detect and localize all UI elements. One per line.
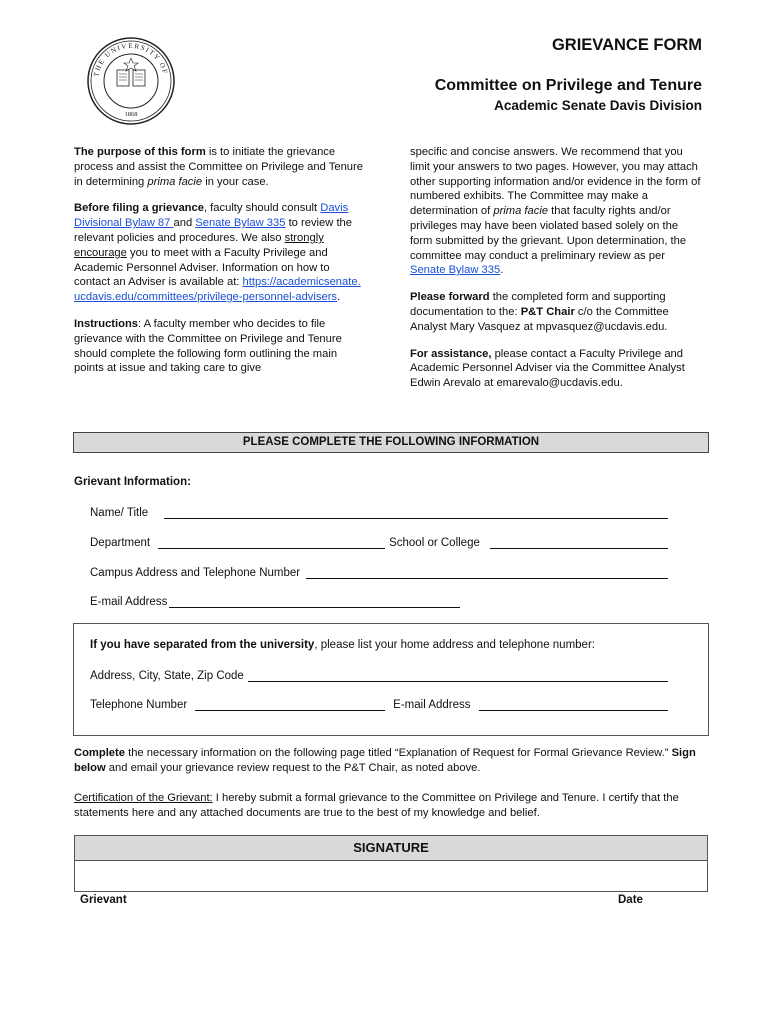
before-filing-paragraph	[74, 201, 366, 305]
committee-name: Committee on Privilege and Tenure	[434, 77, 702, 94]
complete-text: the necessary information on the following page titled “Explanation of Request for Formal Grievance Review.”	[124, 747, 672, 759]
department-label: Department	[90, 537, 151, 549]
separated-bold: If you have separated from the university	[90, 639, 315, 651]
certification-text: I hereby submit a formal grievance to the Committee on Privilege and Tenure. I certify that the statements here and any attached documents are true to the best of my knowledge and belief.	[74, 792, 679, 819]
bylaw-335-link[interactable]: Senate Bylaw 335	[195, 217, 286, 230]
continuation-paragraph	[410, 145, 702, 278]
before-bold: Before filing a grievance	[74, 202, 204, 215]
campus-row	[90, 566, 668, 579]
email-field[interactable]	[169, 595, 460, 608]
department-row	[90, 536, 668, 549]
instructions-bold: Instructions	[74, 317, 139, 330]
purpose-paragraph	[74, 145, 366, 189]
university-seal	[86, 36, 176, 126]
intro-right-column	[410, 145, 702, 403]
purpose-end: in your case.	[202, 175, 269, 188]
purpose-italic: prima facie	[147, 175, 203, 188]
home-address-row	[90, 669, 668, 682]
sign-below-bold: Sign below	[74, 747, 696, 774]
forward-paragraph	[410, 290, 702, 334]
home-email-field[interactable]	[479, 698, 668, 711]
purpose-text: is to initiate the grievance process and assist the Committee on Privilege and Tenure in determining	[74, 146, 363, 188]
instructions-paragraph	[74, 317, 366, 376]
strongly-encourage: strongly encourage	[74, 231, 324, 259]
certification-label: Certification of the Grievant:	[74, 792, 213, 804]
forward-bold-2: P&T Chair	[520, 305, 575, 318]
bylaw-335-link-2[interactable]: Senate Bylaw 335	[410, 264, 501, 277]
cont-period: .	[500, 264, 504, 277]
complete-text-2: and email your grievance review request to the P&T Chair, as noted above.	[105, 762, 481, 774]
home-phone-row	[90, 698, 668, 711]
complete-info-banner: PLEASE COMPLETE THE FOLLOWING INFORMATION	[73, 432, 709, 453]
before-text-2: to review the relevant policies and procedures. We also	[74, 217, 353, 244]
school-field[interactable]	[490, 536, 668, 549]
division-name: Academic Senate Davis Division	[494, 98, 702, 113]
address-field[interactable]	[248, 669, 668, 682]
adviser-link[interactable]: https://academicsenate.ucdavis.edu/committees/privilege-personnel-advisers	[74, 276, 361, 304]
forward-bold: Please forward	[410, 291, 490, 304]
certification-paragraph	[74, 791, 710, 821]
signature-heading: SIGNATURE	[74, 835, 708, 861]
campus-field[interactable]	[306, 566, 668, 579]
before-period: .	[337, 291, 341, 304]
bylaw-87-link[interactable]: Davis Divisional Bylaw 87	[74, 202, 349, 230]
assist-text: please contact a Faculty Privilege and Academic Personnel Adviser via the Committee Analyst Edwin Arevalo at emarevalo@ucdavis.edu.	[410, 347, 685, 390]
instructions-text: : A faculty member who decides to file grievance with the Committee on Privilege and Tenure should complete the following form outlining the main points at issue and taking care to give	[74, 317, 342, 375]
cont-text-2: that faculty rights and/or privileges may have been violated based solely on the form submitted by the grievant. Upon determination, the committee may conduct a preliminary review as per	[410, 205, 687, 262]
separated-instruction	[90, 639, 595, 651]
address-label: Address, City, State, Zip Code	[90, 670, 244, 682]
form-title: GRIEVANCE FORM	[551, 36, 702, 54]
home-email-label: E-mail Address	[393, 699, 471, 711]
school-label: School or College	[389, 537, 480, 549]
phone-field[interactable]	[195, 698, 385, 711]
grievant-info-label: Grievant Information:	[74, 476, 191, 488]
forward-text: the completed form and supporting documentation to the:	[410, 291, 666, 318]
separated-text: , please list your home address and telephone number:	[314, 639, 595, 651]
phone-label: Telephone Number	[90, 699, 188, 711]
signature-field[interactable]	[74, 859, 708, 892]
email-row	[90, 595, 460, 608]
name-title-field[interactable]	[164, 506, 668, 519]
complete-paragraph	[74, 746, 710, 776]
intro-left-column	[74, 145, 366, 388]
assist-bold: For assistance,	[410, 347, 492, 360]
svg-text:THE UNIVERSITY OF CALIFORNIA: THE UNIVERSITY OF	[92, 41, 170, 78]
purpose-bold: The purpose of this form	[74, 146, 206, 158]
email-label: E-mail Address	[90, 596, 168, 608]
name-title-label: Name/ Title	[90, 507, 149, 519]
before-text-3: you to meet with a Faculty Privilege and Academic Personnel Adviser. Information on how to contact an Adviser is available at:	[74, 246, 330, 289]
before-text: , faculty should consult	[203, 202, 321, 215]
forward-text-2: c/o the Committee Analyst Mary Vasquez at mpvasquez@ucdavis.edu.	[410, 305, 669, 333]
assistance-paragraph	[410, 347, 702, 391]
cont-italic: prima facie	[493, 205, 549, 218]
date-label: Date	[618, 894, 643, 906]
name-title-row	[90, 506, 668, 519]
svg-text:1868: 1868	[124, 111, 138, 118]
before-and: and	[173, 217, 196, 230]
grievant-label: Grievant	[80, 894, 127, 906]
complete-bold: Complete	[74, 747, 125, 759]
cont-text: specific and concise answers. We recommend that you limit your answers to two pages. However, you may attach other supporting information and/or evidence in the form of numbered exhibits. The Committee may make a determination of	[410, 146, 701, 218]
campus-label: Campus Address and Telephone Number	[90, 567, 301, 579]
department-field[interactable]	[158, 536, 385, 549]
